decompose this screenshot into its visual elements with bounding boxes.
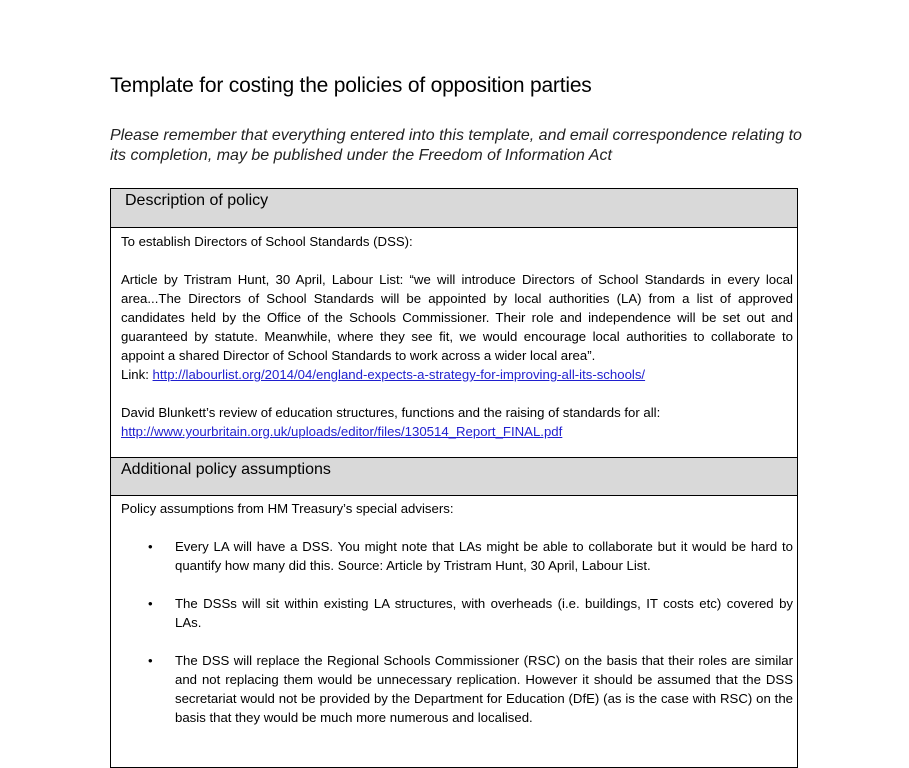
bullet-icon: •	[148, 539, 153, 554]
labourlist-link[interactable]: http://labourlist.org/2014/04/england-expects-a-strategy-for-improving-all-its-schools/	[152, 367, 646, 382]
section-heading-assumptions: Additional policy assumptions	[111, 457, 797, 496]
link-label: Link:	[121, 367, 153, 382]
assumptions-list	[121, 537, 793, 727]
bullet-icon: •	[148, 653, 153, 668]
article-quote: Article by Tristram Hunt, 30 April, Labour List: “we will introduce Directors of School Standards in every local area...The Directors of School Standards will be appointed by local authorities (LA) from a list of approved candidates held by the Office of the Schools Commissioner. Their role and independence will be set out and guaranteed by statute. Meanwhile, where they see fit, we would encourage local authorities to collaborate to appoint a shared Director of School Standards to work across a wider local area”.	[121, 272, 793, 363]
list-item: • The DSS will replace the Regional Schools Commissioner (RSC) on the basis that their roles are similar and not replacing them would be unnecessary replication. However it should be assumed that the DSS secretariat would not be provided by the Department for Education (DfE) (as is the case with RSC) on the basis that they would be much more numerous and localised.	[148, 653, 793, 725]
link-line	[121, 365, 793, 384]
description-intro: To establish Directors of School Standards (DSS):	[121, 234, 413, 249]
section-heading-description: Description of policy	[111, 189, 797, 228]
bullet-icon: •	[148, 596, 153, 611]
review-text: David Blunkett’s review of education structures, functions and the raising of standards for all:	[121, 405, 661, 420]
foi-notice: Please remember that everything entered into this template, and email correspondence relating to its completion, may be published under the Freedom of Information Act	[110, 127, 802, 164]
list-item: • The DSSs will sit within existing LA structures, with overheads (i.e. buildings, IT costs etc) covered by LAs.	[148, 596, 793, 630]
policy-table	[110, 188, 798, 768]
page-title: Template for costing the policies of opposition parties	[110, 74, 592, 97]
assumptions-body	[121, 499, 793, 727]
report-link[interactable]: http://www.yourbritain.org.uk/uploads/editor/files/130514_Report_FINAL.pdf	[121, 424, 563, 439]
list-item: • Every LA will have a DSS. You might note that LAs might be able to collaborate but it would be hard to quantify how many did this. Source: Article by Tristram Hunt, 30 April, Labour List.	[148, 539, 793, 573]
assumptions-intro: Policy assumptions from HM Treasury’s special advisers:	[121, 501, 454, 516]
description-body	[121, 232, 793, 441]
